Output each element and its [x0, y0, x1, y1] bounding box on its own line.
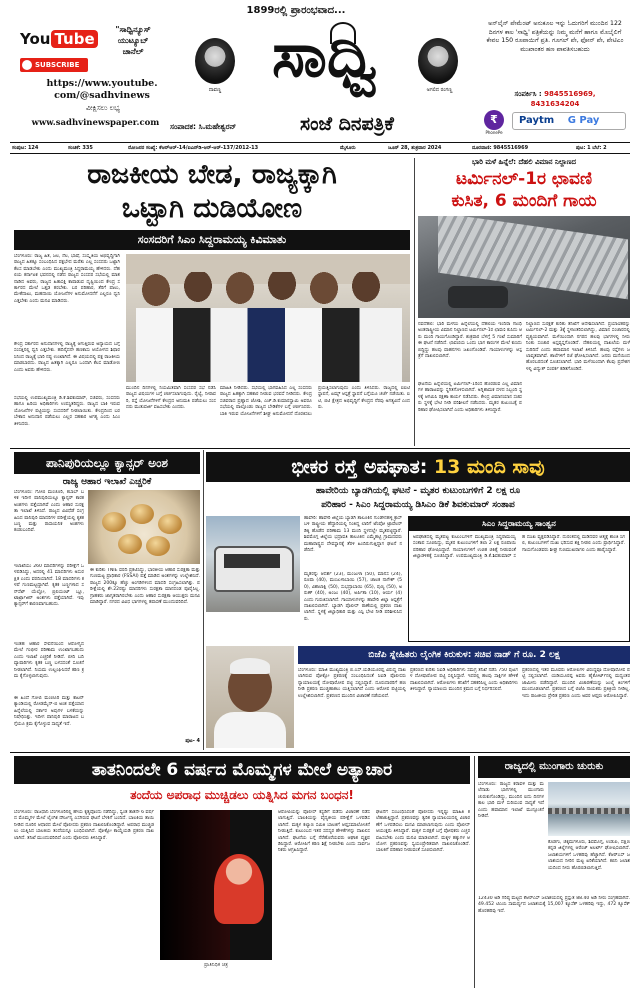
subscribe-label: SUBSCRIBE: [35, 61, 80, 69]
monsoon-story: [478, 754, 630, 988]
lead-headline-2: ಒಟ್ಟಾಗಿ ದುಡಿಯೋಣ: [121, 193, 303, 224]
crime-body-1: ಬೆಂಗಳೂರು: ರಾಜಧಾನಿ ಬೆಂಗಳೂರಿನಲ್ಲಿ ಹೇಯ ಕೃತ್ಯವೊಂದು ನಡೆದಿದ್ದು, ಸ್ವಂತ ತಾತನೇ 6 ವರ್ಷದ ಮೊಮ್ಮಗಳ ಮೇಲೆ ಲೈಂಗಿಕ ದೌರ್ಜನ್ಯ ಎಸಗಿರುವ ಘಟನೆ ಬೆಳಕಿಗೆ ಬಂದಿದೆ. ಬಾಲಕಿಯ ತಾಯಿ ನೀಡಿದ ದೂರಿನ ಆಧಾರದ ಮೇಲೆ ಪೊಲೀಸರು ಪ್ರಕರಣ ದಾಖಲಿಸಿಕೊಂಡಿದ್ದಾರೆ. ಅಪರಾಧ ಮುಚ್ಚಿಡಲು ಯತ್ನಿಸಿದ ಬಾಲಕಿಯ ತಂದೆಯನ್ನೂ ಬಂಧಿಸಲಾಗಿದೆ. ಪೋಕ್ಸೋ ಕಾಯ್ದೆಯಡಿ ಪ್ರಕರಣ ದಾಖಲಾಗಿದೆ. ತನಿಖೆ ಮುಂದುವರಿದಿದೆ ಎಂದು ಪೊಲೀಸರು ತಿಳಿಸಿದ್ದಾರೆ.: [14, 810, 154, 841]
panipuri-headline: ಪಾನಿಪುರಿಯಲ್ಲೂ ಕ್ಯಾನ್ಸರ್ ಅಂಶ: [14, 452, 200, 474]
payment-ad-contact: [482, 90, 628, 99]
airport-body-col-2: ನಿಲ್ದಾಣದ ಸುರಕ್ಷತೆ ಕುರಿತು ತನಿಖೆಗೆ ಆದೇಶಿಸಲಾಗಿದೆ. ಪ್ರಯಾಣಿಕರನ್ನು ಟರ್ಮಿನಲ್-2 ಮತ್ತು 3ಕ್ಕೆ ಸ್ಥಳಾಂತರಿಸಲಾಗಿದ್ದು, ವಿಮಾನ ಸಂಚಾರದಲ್ಲಿ ವ್ಯತ್ಯಯವಾಗಿದೆ. ಮಳೆಯಿಂದಾಗಿ ನಗರದ ಹಲವು ಭಾಗಗಳಲ್ಲಿ ನೀರು ನಿಂತು ಸಂಚಾರ ಅಸ್ತವ್ಯಸ್ತಗೊಂಡಿದೆ. ದೆಹಲಿಯಲ್ಲಿ ದಾಖಲೆಯ ಮಳೆ ಸುರಿದಿದೆ ಎಂದು ಹವಾಮಾನ ಇಲಾಖೆ ತಿಳಿಸಿದೆ. ಹಲವು ರಸ್ತೆಗಳು ಜಲಾವೃತವಾಗಿವೆ. ಶಾಲೆಗಳಿಗೆ ರಜೆ ಘೋಷಿಸಲಾಗಿದೆ. ಜನರು ಮನೆಯಿಂದ ಹೊರಬರದಂತೆ ಸೂಚಿಸಲಾಗಿದೆ. ಭಾರಿ ಮಳೆಯಿಂದಾಗಿ ಕೆಲವು ಪ್ರದೇಶಗಳಲ್ಲಿ ವಿದ್ಯುತ್ ಸಂಪರ್ಕ ಕಡಿತಗೊಂಡಿದೆ.: [526, 322, 630, 372]
lead-body-col-1b: ಕೇಂದ್ರ ಸರ್ಕಾರದ ಅನುದಾನಗಳಲ್ಲಿ ರಾಜ್ಯಕ್ಕೆ ಆಗುತ್ತಿರುವ ಅನ್ಯಾಯದ ಬಗ್ಗೆ ಸಂಸತ್ತಿನಲ್ಲಿ ಧ್ವನಿ ಎತ್ತಬೇಕು. ಹದಿನೈದನೇ ಹಣಕಾಸು ಆಯೋಗದ ಶಿಫಾರಸಿನಿಂದ ರಾಜ್ಯಕ್ಕೆ ಭಾರಿ ನಷ್ಟ ಉಂಟಾಗಿದೆ. ಈ ವಿಷಯದಲ್ಲಿ ಪಕ್ಷ ರಾಜಕೀಯ ಮಾಡಬಾರದು. ರಾಜ್ಯದ ಹಿತಕ್ಕಾಗಿ ಎಲ್ಲರೂ ಒಂದಾಗಿ ಕೆಲಸ ಮಾಡೋಣ ಎಂದು ಅವರು ಹೇಳಿದರು.: [14, 342, 120, 373]
bell-icon: [22, 60, 32, 70]
payment-ad-text: ಅನ್‌ಲೈನ್ ಪೇಮೆಂಟ್ ಅನುಕೂಲ ಇನ್ನು ಓದುಗರಿಗೆ ಮುಂದಿನ 122 ದಿನಗಳ ಕಾಲ 'ಸಾಧ್ವಿ' ಪತ್ರಿಕೆಯನ್ನು ನಿಮ್ಮ ಮನೆಗೆ ಹಾಗೂ ಮೊಬೈಲಿಗೆ ಕೇವಲ 150 ರೂಪಾಯಿಗೆ ಪ್ರತಿ. ಗೂಗಲ್ ಪೇ, ಫೋನ್ ಪೇ, ಪೇಟಿಎಂ ಮುಖಾಂತರ ಹಣ ಪಾವತಿಸಬಹುದು: [486, 20, 624, 53]
accident-headline: [206, 452, 630, 482]
gpay-logo: G Pay: [567, 115, 600, 126]
lead-body-col-3: ಮಾಹಿತಿ ನೀಡಿದರು. ಸಭೆಯಲ್ಲಿ ಭಾಗವಹಿಸಿದ ಎಲ್ಲ ಸಂಸದರು ರಾಜ್ಯದ ಹಿತಕ್ಕಾಗಿ ಸಹಕಾರ ನೀಡುವ ಭರವಸೆ ನೀಡಿದರು. ಕೇಂದ್ರ ಸಚಿವರಾದ ಪ್ರಹ್ಲಾದ ಜೋಶಿ, ಎಚ್.ಡಿ.ಕುಮಾರಸ್ವಾಮಿ ಅವರೂ ಸಭೆಯಲ್ಲಿ ಪಾಲ್ಗೊಂಡು ರಾಜ್ಯದ ಬೇಡಿಕೆಗಳ ಬಗ್ಗೆ ಚರ್ಚಿಸಿದರು. ಬಾಕಿ ಇರುವ ಯೋಜನೆಗಳಿಗೆ ಶೀಘ್ರ ಅನುಮೋದನೆ ದೊರಕಿಸಲು ಪ್ರಯತ್ನಿಸಲಾಗುವುದು ಎಂದು ತಿಳಿಸಿದರು. ರಾಜ್ಯದಲ್ಲಿ ಐಐಟಿ ಸ್ಥಾಪನೆ, ಏಮ್ಸ್ ಆಸ್ಪತ್ರೆ ಸ್ಥಾಪನೆ ಬಗ್ಗೆಯೂ ಚರ್ಚೆ ನಡೆಯಿತು. ಐಟಿ, ಬಿಟಿ ಕ್ಷೇತ್ರದ ಅಭಿವೃದ್ಧಿಗೆ ಕೇಂದ್ರದ ನೆರವು ಅಗತ್ಯವಿದೆ ಎಂದರು.: [220, 386, 410, 417]
crime-headline: ತಾತನಿಂದಲೇ 6 ವರ್ಷದ ಮೊಮ್ಮಗಳ ಮೇಲೆ ಅತ್ಯಾಚಾರ: [14, 756, 470, 784]
lead-photo: [126, 254, 410, 382]
channel-line-3: ಚಾನೆಲ್: [122, 47, 144, 56]
airport-story: [418, 156, 630, 446]
info-date: ಜೂನ್ 28, ಶುಕ್ರವಾರ 2024: [388, 145, 442, 151]
puri-1: [102, 512, 126, 532]
portrait-shirt: [214, 712, 286, 748]
column-divider-3: [474, 756, 475, 988]
crime-caption: ಪ್ರಾತಿನಿಧಿಕ ಚಿತ್ರ: [204, 962, 228, 968]
channel-line-2: ಯುಟ್ಯೂಬ್: [117, 36, 149, 45]
panipuri-body-4: ಈ ಹಿಂದೆ ಗೋಬಿ ಮಂಚೂರಿ ಮತ್ತು ಕಾಟನ್ ಕ್ಯಾಂಡಿಯಲ್ಲಿ ರೋಡಮೈನ್-ಬಿ ಅಂಶ ಪತ್ತೆಯಾದ ಹಿನ್ನೆಲೆಯಲ್ಲಿ ಸರ್ಕಾರ ಅವುಗಳ ಬಳಕೆಯನ್ನು ನಿಷೇಧಿಸಿತ್ತು. ಇದೀಗ ಪಾನಿಪುರಿ ಮಾರಾಟದ ಬಗ್ಗೆಯೂ ಕ್ರಮ ಕೈಗೊಳ್ಳುವ ಸಾಧ್ಯತೆ ಇದೆ.: [14, 696, 84, 727]
website-url[interactable]: www.sadhvinewspaper.com: [31, 118, 160, 128]
airport-kicker: ಭಾರಿ ಮಳೆ ಹಿನ್ನೆಲೆ: ದೆಹಲಿ ವಿಮಾನ ನಿಲ್ದಾಣದ: [471, 158, 577, 166]
lead-body-col-2: ಮುಂದಿನ ದಿನಗಳಲ್ಲಿ ನಿಯಮಿತವಾಗಿ ಸಂಸದರ ಸಭೆ ನಡೆಸಿ ರಾಜ್ಯದ ವಿಷಯಗಳ ಬಗ್ಗೆ ಚರ್ಚಿಸಲಾಗುವುದು. ರೈಲ್ವೆ, ನೀರಾವರಿ, ರಸ್ತೆ ಯೋಜನೆಗಳಿಗೆ ಕೇಂದ್ರದ ಅನುಮತಿ ಪಡೆಯಲು ಸಂಸದರು ಮುತುವರ್ಜಿ ವಹಿಸಬೇಕು ಎಂದರು.: [126, 386, 216, 411]
contact-phone-1: 9845516969,: [544, 90, 596, 98]
info-issue: ಸಂಚಿಕೆ: 335: [68, 145, 93, 151]
lead-body-col-1: ಬೆಂಗಳೂರು: ರಾಜ್ಯ ಹಿತ, ಜಲ, ನೆಲ, ಭಾಷೆ, ಸಂಸ್ಕೃತಿಯ ಅಭಿವೃದ್ಧಿಗಾಗಿ ರಾಜ್ಯದ ಹಿತಕ್ಕೂ ಸಂಬಂಧಿಸಿದ ಪಕ್ಷಭೇದ ಮರೆತು ಎಲ್ಲ ಸಂಸದರು ಒಟ್ಟಾಗಿ ಕೆಲಸ ಮಾಡಬೇಕು ಎಂದು ಮುಖ್ಯಮಂತ್ರಿ ಸಿದ್ದರಾಮಯ್ಯ ಹೇಳಿದರು. ದೆಹಲಿಯ ಕರ್ನಾಟಕ ಭವನದಲ್ಲಿ ನಡೆದ ರಾಜ್ಯದ ಸಂಸದರ ಸಭೆಯಲ್ಲಿ ಮಾತನಾಡಿದ ಅವರು, ರಾಜ್ಯದ ಹಿತಾಸಕ್ತಿ ಕಾಪಾಡುವ ದೃಷ್ಟಿಯಿಂದ ಕೇಂದ್ರ ಸರ್ಕಾರದ ಮೇಲೆ ಒತ್ತಡ ತರಬೇಕು. ಬರ ಪರಿಹಾರ, ತೆರಿಗೆ ಪಾಲು, ಮೇಕೆದಾಟು, ಮಹದಾಯಿ ಯೋಜನೆಗಳ ಅನುಮೋದನೆಗೆ ಎಲ್ಲರೂ ಧ್ವನಿ ಎತ್ತಬೇಕು ಎಂದು ಮನವಿ ಮಾಡಿದರು.: [14, 254, 120, 304]
puri-2: [130, 504, 154, 524]
accident-subhead-2: ಪರಿಹಾರ - ಸಿಎಂ ಸಿದ್ದರಾಮಯ್ಯ ಡಿಸಿಎಂ ಡಿಕೆ ಶಿವಕುಮಾರ್ ಸಂತಾಪ: [321, 500, 515, 510]
scam-portrait: [206, 646, 294, 748]
accident-headline-a: ಭೀಕರ ರಸ್ತೆ ಅಪಘಾತ:: [291, 456, 434, 478]
masthead: [0, 0, 640, 142]
scam-body-3: ಪ್ರಕರಣದಲ್ಲಿ ಇತರ ಮೂವರು ಆರೋಪಿಗಳ ವಿರುದ್ಧವೂ ದೋಷಾರೋಪ ಪಟ್ಟಿ ಸಲ್ಲಿಸಲಾಗಿದೆ. ಯಡಿಯೂರಪ್ಪ ಅವರು ಹೈಕೋರ್ಟ್‌ನಲ್ಲಿ ಮಧ್ಯಂತರ ಜಾಮೀನು ಪಡೆದಿದ್ದಾರೆ. ಮುಂದಿನ ವಿಚಾರಣೆಯನ್ನು ಜುಲೈ ತಿಂಗಳಿಗೆ ಮುಂದೂಡಲಾಗಿದೆ. ಪ್ರಕರಣದ ಬಗ್ಗೆ ಬಿಜೆಪಿ ನಾಯಕರು ಪ್ರತಿಕ್ರಿಯೆ ನೀಡಿಲ್ಲ. ಇದು ರಾಜಕೀಯ ಪ್ರೇರಿತ ಪ್ರಕರಣ ಎಂದು ಅವರ ಆಪ್ತರು ಆರೋಪಿಸಿದ್ದಾರೆ.: [522, 668, 630, 699]
crime-body-3: ಘಟನೆಗೆ ಸಂಬಂಧಿಸಿದಂತೆ ಪೊಲೀಸರು ಇನ್ನಷ್ಟು ಮಾಹಿತಿ ಕಲೆಹಾಕುತ್ತಿದ್ದಾರೆ. ಪ್ರಕರಣವನ್ನು ತ್ವರಿತ ನ್ಯಾಯಾಲಯದಲ್ಲಿ ವಿಚಾರಣೆಗೆ ಒಳಪಡಿಸಲು ಮನವಿ ಮಾಡಲಾಗುವುದು ಎಂದು ಪೊಲೀಸ್ ಆಯುಕ್ತರು ತಿಳಿಸಿದ್ದಾರೆ. ಮಕ್ಕಳ ಸುರಕ್ಷತೆ ಬಗ್ಗೆ ಪೋಷಕರು ಎಚ್ಚರ ವಹಿಸಬೇಕು ಎಂದು ಮನವಿ ಮಾಡಲಾಗಿದೆ. ಮಕ್ಕಳ ಹಕ್ಕುಗಳ ಆಯೋಗ ಪ್ರಕರಣವನ್ನು ಸ್ವಯಂಪ್ರೇರಿತವಾಗಿ ದಾಖಲಿಸಿಕೊಂಡಿದೆ. ಬಾಲಕಿಗೆ ಪರಿಹಾರ ನೀಡುವಂತೆ ಸೂಚಿಸಲಾಗಿದೆ.: [376, 810, 470, 854]
scam-body-2: ಪ್ರಕರಣದ ಕುರಿತು ಸಿಐಡಿ ಅಧಿಕಾರಿಗಳು ಸಮಗ್ರ ತನಿಖೆ ನಡೆಸಿ 750 ಪುಟಗಳ ದೋಷಾರೋಪ ಪಟ್ಟಿ ಸಲ್ಲಿಸಿದ್ದಾರೆ. ಇದರಲ್ಲಿ ಹಲವು ಸಾಕ್ಷಿಗಳ ಹೇಳಿಕೆ ದಾಖಲಿಸಲಾಗಿದೆ. ಆರೋಪಿಗಳು ತನಿಖೆಗೆ ಸಹಕರಿಸಿಲ್ಲ ಎಂದು ಅಧಿಕಾರಿಗಳು ತಿಳಿಸಿದ್ದಾರೆ. ನ್ಯಾಯಾಲಯ ಮುಂದಿನ ಕ್ರಮದ ಬಗ್ಗೆ ನಿರ್ಧರಿಸಲಿದೆ.: [410, 668, 518, 693]
monsoon-body-1: ಬೆಂಗಳೂರು: ರಾಜ್ಯದ ಕರಾವಳಿ ಮತ್ತು ಮಲೆನಾಡು ಭಾಗಗಳಲ್ಲಿ ಮುಂಗಾರು ಚುರುಕುಗೊಂಡಿದ್ದು, ಮುಂದಿನ ಐದು ದಿನಗಳ ಕಾಲ ಭಾರಿ ಮಳೆ ಸುರಿಯುವ ಸಾಧ್ಯತೆ ಇದೆ ಎಂದು ಹವಾಮಾನ ಇಲಾಖೆ ಮುನ್ಸೂಚನೆ ನೀಡಿದೆ.: [478, 782, 544, 820]
monsoon-photo: [548, 782, 630, 836]
info-pages: ಪುಟ: 1 ಬೆಲೆ: 2: [576, 145, 607, 151]
panipuri-body-2: ಇಲಾಖೆಯು 260 ಮಾದರಿಗಳನ್ನು ಪರೀಕ್ಷೆಗೆ ಒಳಪಡಿಸಿದ್ದು, ಅದರಲ್ಲಿ 41 ಮಾದರಿಗಳು ಅಸುರಕ್ಷಿತ ಎಂದು ವರದಿಯಾಗಿದೆ. 18 ಮಾದರಿಗಳು ಕಳಪೆ ಗುಣಮಟ್ಟದ್ದಾಗಿವೆ. ಕೃತಕ ಬಣ್ಣಗಳಾದ ಸನ್‌ಸೆಟ್ ಯೆಲ್ಲೋ, ಬ್ರಿಲಿಯಂಟ್ ಬ್ಲೂ, ಟಾರ್ಟ್ರಾಜಿನ್ ಅಂಶಗಳು ಪತ್ತೆಯಾಗಿವೆ. ಇವು ಕ್ಯಾನ್ಸರ್‌ಗೆ ಕಾರಣವಾಗಬಹುದು.: [14, 564, 84, 608]
channel-line-1: "ಸಾಧ್ವಿನ್ಯೂಸ್: [115, 25, 151, 34]
section-rule-2: [10, 752, 630, 753]
youtube-url-line-2: com/@sadhvinews: [54, 90, 150, 101]
photo-people: [136, 272, 402, 382]
contact-phone-2: 8431634204: [530, 100, 580, 108]
youtube-url-line-1: https://www.youtube.: [46, 78, 158, 89]
info-bar: [10, 142, 630, 154]
monsoon-headline: ರಾಜ್ಯದಲ್ಲಿ ಮುಂಗಾರು ಚುರುಕು: [478, 756, 630, 778]
scam-headline: ಬಿಜೆಪಿ ಸ್ನೇಹಿತರು ಲೈಂಗಿಕ ಕಿರುಕುಳ: ಸಚಿವ ನಾಡ್ ಗೆ ರೂ. 2 ಲಕ್ಷ: [298, 646, 630, 664]
scam-story: [206, 644, 630, 750]
info-city: ಮೈಸೂರು: [340, 145, 356, 151]
crime-illustration: [160, 810, 272, 960]
accident-body-1: ಹಾವೇರಿ: ಹಾವೇರಿ ಜಿಲ್ಲೆಯ ಬ್ಯಾಡಗಿ ತಾಲೂಕಿನ ಗುಂಡೇನಹಳ್ಳಿ ಕ್ರಾಸ್ ಬಳಿ ರಾಷ್ಟ್ರೀಯ ಹೆದ್ದಾರಿಯಲ್ಲಿ ನಿಂತಿದ್ದ ಲಾರಿಗೆ ಟೆಂಪೋ ಟ್ರಾವೆಲರ್ ಡಿಕ್ಕಿ ಹೊಡೆದ ಪರಿಣಾಮ 13 ಮಂದಿ ಸ್ಥಳದಲ್ಲೇ ಮೃತಪಟ್ಟಿದ್ದಾರೆ. ಶಿವಮೊಗ್ಗ ಜಿಲ್ಲೆಯ ಭದ್ರಾವತಿ ತಾಲೂಕಿನ ಎಮ್ಮೆಹಟ್ಟಿ ಗ್ರಾಮದವರು ಮಹಾರಾಷ್ಟ್ರದ ದೇವಸ್ಥಾನಕ್ಕೆ ತೆರಳಿ ಹಿಂದಿರುಗುತ್ತಿದ್ದಾಗ ಘಟನೆ ನಡೆದಿದೆ.: [304, 516, 402, 554]
puri-4: [118, 534, 142, 554]
youtube-url[interactable]: [32, 78, 172, 102]
accident-headline-b: 13 ಮಂದಿ ಸಾವು: [433, 456, 545, 478]
contact-label: ಸಂಪರ್ಕಿಸಿ :: [514, 90, 542, 98]
panipuri-body-3: ಇಂತಹ ಆಹಾರ ಸೇವನೆಯಿಂದ ಆರೋಗ್ಯದ ಮೇಲೆ ಗಂಭೀರ ಪರಿಣಾಮ ಉಂಟಾಗಬಹುದು ಎಂದು ಇಲಾಖೆ ಎಚ್ಚರಿಕೆ ನೀಡಿದೆ. ಬೀದಿ ಬದಿ ವ್ಯಾಪಾರಿಗಳು ಕೃತಕ ಬಣ್ಣ ಬಳಸದಂತೆ ಸೂಚನೆ ನೀಡಲಾಗಿದೆ. ನಿಯಮ ಉಲ್ಲಂಘಿಸಿದರೆ ಕಠಿಣ ಕ್ರಮ ಕೈಗೊಳ್ಳಲಾಗುವುದು.: [14, 642, 84, 680]
lead-subhead: ಸಂಸದರಿಗೆ ಸಿಎಂ ಸಿದ್ದರಾಮಯ್ಯ ಕಿವಿಮಾತು: [14, 230, 410, 250]
crime-story: [14, 754, 470, 988]
column-divider: [414, 158, 415, 446]
monsoon-body-3: 12430 ಅಡಿ ಗರಿಷ್ಠ ಮಟ್ಟದ ಕೆಆರ್‌ಎಸ್ ಜಲಾಶಯದಲ್ಲಿ ಪ್ರಸ್ತುತ 88.40 ಅಡಿ ನೀರು ಸಂಗ್ರಹವಾಗಿದೆ. 49.452 ಟಿಎಂಸಿ ಸಾಮರ್ಥ್ಯದ ಜಲಾಶಯಕ್ಕೆ 15,007 ಕ್ಯೂಸೆಕ್ ಒಳಹರಿವು ಇದ್ದು, 472 ಕ್ಯೂಸೆಕ್ ಹೊರಹರಿವು ಇದೆ.: [478, 896, 630, 914]
lead-headline-1: ರಾಜಕೀಯ ಬೇಡ, ರಾಜ್ಯಕ್ಕಾಗಿ: [87, 159, 337, 190]
section-rule-1: [10, 448, 630, 449]
accident-subhead-1: ಹಾವೇರಿಯ ಬ್ಯಾಡಗಿಯಲ್ಲಿ ಘಟನೆ - ಮೃತರ ಕುಟುಂಬಗಳಿಗೆ 2 ಲಕ್ಷ ರೂ: [315, 486, 521, 496]
vehicle-window: [224, 554, 280, 568]
panipuri-body-1: ಬೆಂಗಳೂರು: ಗೋಬಿ ಮಂಚೂರಿ, ಕಬಾಬ್ ಬಳಿಕ ಇದೀಗ ಪಾನಿಪುರಿಯಲ್ಲೂ ಕ್ಯಾನ್ಸರ್ ಕಾರಕ ಅಂಶಗಳು ಪತ್ತೆಯಾಗಿವೆ ಎಂದು ಆಹಾರ ಸುರಕ್ಷತಾ ಇಲಾಖೆ ತಿಳಿಸಿದೆ. ರಾಜ್ಯದ ವಿವಿಧೆಡೆ ಸಂಗ್ರಹಿಸಿದ ಪಾನಿಪುರಿ ಮಾದರಿಗಳ ಪರೀಕ್ಷೆಯಲ್ಲಿ ಕೃತಕ ಬಣ್ಣ ಮತ್ತು ರಾಸಾಯನಿಕ ಅಂಶಗಳು ಕಂಡುಬಂದಿವೆ.: [14, 490, 84, 534]
payment-logos: [512, 112, 626, 130]
column-divider-2: [203, 450, 204, 750]
accident-body-2: ಮೃತರನ್ನು ಆದರ್ಶ (23), ಮಂಜುಳಾ (50), ಮಾನಸ (24), ರೂಪಾ (40), ಮಂಜುಳಾಬಾಯಿ (57), ಚಾಲಕ ನಾಗೇಶ್ (50), ವಿಶಾಲಾಕ್ಷಿ (50), ಸುಭದ್ರಾಬಾಯಿ (65), ಪುಣ್ಯ (50), ಅರುಣ್ (40), ಅಂಜು (40), ಅರ್ಪಿತಾ (10), ಆರ್ಯ (4) ಎಂದು ಗುರುತಿಸಲಾಗಿದೆ. ಗಾಯಾಳುಗಳನ್ನು ಹಾವೇರಿ ಜಿಲ್ಲಾ ಆಸ್ಪತ್ರೆಗೆ ದಾಖಲಿಸಲಾಗಿದೆ. ಬ್ಯಾಡಗಿ ಪೊಲೀಸ್ ಠಾಣೆಯಲ್ಲಿ ಪ್ರಕರಣ ದಾಖಲಾಗಿದೆ. ಸ್ಥಳಕ್ಕೆ ಜಿಲ್ಲಾಧಿಕಾರಿ ಮತ್ತು ಎಸ್ಪಿ ಭೇಟಿ ನೀಡಿ ಪರಿಶೀಲಿಸಿದರು.: [304, 572, 402, 622]
youtube-logo-you: You: [20, 30, 51, 48]
scam-body-1: ಬೆಂಗಳೂರು: ಮಾಜಿ ಮುಖ್ಯಮಂತ್ರಿ ಬಿ.ಎಸ್.ಯಡಿಯೂರಪ್ಪ ವಿರುದ್ಧ ದಾಖಲಾಗಿರುವ ಪೋಕ್ಸೋ ಪ್ರಕರಣಕ್ಕೆ ಸಂಬಂಧಿಸಿದಂತೆ ಸಿಐಡಿ ಪೊಲೀಸರು ನ್ಯಾಯಾಲಯಕ್ಕೆ ದೋಷಾರೋಪ ಪಟ್ಟಿ ಸಲ್ಲಿಸಿದ್ದಾರೆ. ದೂರುದಾರರಿಗೆ ಹಣ ನೀಡಿ ಪ್ರಕರಣ ಮುಚ್ಚಿಹಾಕಲು ಯತ್ನಿಸಲಾಗಿದೆ ಎಂದು ಆರೋಪ ಪಟ್ಟಿಯಲ್ಲಿ ಉಲ್ಲೇಖಿಸಲಾಗಿದೆ. ಪ್ರಕರಣದ ಮುಂದಿನ ವಿಚಾರಣೆ ನಡೆಯಲಿದೆ.: [298, 668, 406, 699]
sympathy-title: ಸಿಎಂ ಸಿದ್ದರಾಮಯ್ಯ ಸಾಂತ್ವನ: [409, 517, 629, 531]
monsoon-body-2: ಕೊಡಗು, ಚಿಕ್ಕಮಗಳೂರು, ಶಿವಮೊಗ್ಗ, ಉಡುಪಿ, ದಕ್ಷಿಣ ಕನ್ನಡ ಜಿಲ್ಲೆಗಳಲ್ಲಿ ಆರೆಂಜ್ ಅಲರ್ಟ್ ಘೋಷಿಸಲಾಗಿದೆ. ಜಲಾಶಯಗಳಿಗೆ ಒಳಹರಿವು ಹೆಚ್ಚಾಗಿದೆ. ಕೆಆರ್‌ಎಸ್ ಜಲಾಶಯದ ನೀರಿನ ಮಟ್ಟ ಏರಿಕೆಯಾಗಿದೆ. ಕಬಿನಿ ಜಲಾಶಯದಿಂದ ನೀರು ಹೊರಬಿಡಲಾಗುತ್ತಿದೆ.: [548, 840, 630, 871]
accident-story: [206, 450, 630, 650]
title-emblem: [330, 22, 356, 44]
newspaper-title: ಸಾಧ್ವಿ: [272, 18, 378, 91]
paytm-logo: Paytm: [519, 115, 555, 126]
airport-body-col-1b: ಘಟನೆಯ ಹಿನ್ನೆಲೆಯಲ್ಲಿ ಟರ್ಮಿನಲ್-1ರಿಂದ ಹೊರಡುವ ಎಲ್ಲ ವಿಮಾನಗಳ ಹಾರಾಟವನ್ನು ಸ್ಥಗಿತಗೊಳಿಸಲಾಗಿದೆ. ಅಗ್ನಿಶಾಮಕ ದಳದ ಸಿಬ್ಬಂದಿ ಸ್ಥಳಕ್ಕೆ ಆಗಮಿಸಿ ರಕ್ಷಣಾ ಕಾರ್ಯ ನಡೆಸಿದರು. ಕೇಂದ್ರ ವಿಮಾನಯಾನ ಸಚಿವರು ಸ್ಥಳಕ್ಕೆ ಭೇಟಿ ನೀಡಿ ಪರಿಶೀಲನೆ ನಡೆಸಿದರು. ಮೃತರ ಕುಟುಂಬಕ್ಕೆ ಪರಿಹಾರ ಘೋಷಿಸಲಾಗಿದೆ ಎಂದು ಅಧಿಕಾರಿಗಳು ತಿಳಿಸಿದ್ದಾರೆ.: [418, 382, 522, 413]
crushed-car: [448, 286, 508, 308]
channel-name: [96, 24, 170, 57]
watch-note: ವೀಕ್ಷಿಸಲು ಲಭ್ಯ: [86, 104, 120, 112]
phonepe-label: PhonePe: [485, 130, 503, 135]
panipuri-subhead: ರಾಜ್ಯ ಆಹಾರ ಇಲಾಖೆ ಎಚ್ಚರಿಕೆ: [62, 477, 152, 487]
since-line: 1899ರಲ್ಲಿ ಪ್ರಾರಂಭವಾದ...: [246, 5, 346, 16]
dam-wall: [548, 808, 630, 814]
youtube-promo: [18, 22, 170, 134]
editor-line: ಸಂಪಾದಕ: ಸಿ.ಮಹೇಶ್ವರನ್: [170, 122, 237, 131]
child-figure: [214, 854, 264, 924]
accident-photo: [206, 516, 300, 612]
youtube-logo: [20, 26, 95, 52]
lead-story: [14, 156, 410, 446]
payment-ad: [478, 18, 632, 138]
panipuri-story: [14, 450, 200, 750]
portrait-left-caption: ದಾವಣ್ಣ: [208, 87, 222, 93]
panipuri-continued: ಪುಟ- 4: [185, 738, 200, 744]
sympathy-body: ಅಪಘಾತದಲ್ಲಿ ಮೃತಪಟ್ಟ ಕುಟುಂಬಗಳಿಗೆ ಮುಖ್ಯಮಂತ್ರಿ ಸಿದ್ದರಾಮಯ್ಯ ಸಂತಾಪ ಸೂಚಿಸಿದ್ದು, ಮೃತರ ಕುಟುಂಬಗಳಿಗೆ ತಲಾ 2 ಲಕ್ಷ ರೂಪಾಯಿ ಪರಿಹಾರ ಘೋಷಿಸಿದ್ದಾರೆ. ಗಾಯಾಳುಗಳಿಗೆ ಉಚಿತ ಚಿಕಿತ್ಸೆ ನೀಡುವಂತೆ ಜಿಲ್ಲಾಡಳಿತಕ್ಕೆ ಸೂಚಿಸಿದ್ದಾರೆ. ಉಪಮುಖ್ಯಮಂತ್ರಿ ಡಿ.ಕೆ.ಶಿವಕುಮಾರ್ ಸಹ ದುಃಖ ವ್ಯಕ್ತಪಡಿಸಿದ್ದಾರೆ. ದುರಂತದಲ್ಲಿ ಮಡಿದವರ ಆತ್ಮಕ್ಕೆ ಶಾಂತಿ ಸಿಗಲಿ, ಕುಟುಂಬಗಳಿಗೆ ದುಃಖ ಭರಿಸುವ ಶಕ್ತಿ ನೀಡಲಿ ಎಂದು ಪ್ರಾರ್ಥಿಸಿದ್ದಾರೆ. ಗಾಯಗೊಂಡವರು ಶೀಘ್ರ ಗುಣಮುಖರಾಗಲಿ ಎಂದು ಹಾರೈಸಿದ್ದಾರೆ.: [413, 535, 625, 560]
crime-body-2: ಆರೋಪಿಯನ್ನು ಪೊಲೀಸ್ ಕಸ್ಟಡಿಗೆ ಪಡೆದು ವಿಚಾರಣೆ ನಡೆಸಲಾಗುತ್ತಿದೆ. ಬಾಲಕಿಯನ್ನು ವೈದ್ಯಕೀಯ ಪರೀಕ್ಷೆಗೆ ಒಳಪಡಿಸಲಾಗಿದೆ. ಮಕ್ಕಳ ಕಲ್ಯಾಣ ಸಮಿತಿ ಬಾಲಕಿಗೆ ಆಪ್ತಸಮಾಲೋಚನೆ ನೀಡುತ್ತಿದೆ. ಕುಟುಂಬದ ಇತರ ಸದಸ್ಯರ ಹೇಳಿಕೆಗಳನ್ನು ದಾಖಲಿಸಲಾಗಿದೆ. ಘಟನೆಯ ಬಗ್ಗೆ ನೆರೆಹೊರೆಯವರು ಆಘಾತ ವ್ಯಕ್ತಪಡಿಸಿದ್ದಾರೆ. ಆರೋಪಿಗೆ ಕಠಿಣ ಶಿಕ್ಷೆ ನೀಡಬೇಕು ಎಂದು ಸಾರ್ವಜನಿಕರು ಆಗ್ರಹಿಸಿದ್ದಾರೆ.: [278, 810, 370, 854]
subtitle: ಸಂಜೆ ದಿನಪತ್ರಿಕೆ: [300, 113, 394, 135]
portrait-right-caption: ಅಗಲಿದ ರಂಗಣ್ಣ: [426, 87, 453, 93]
portrait-left: [195, 38, 235, 84]
portrait-hair: [230, 658, 270, 674]
crime-subhead: ತಂದೆಯ ಅಪರಾಧ ಮುಚ್ಚಿಡಲು ಯತ್ನಿಸಿದ ಮಗನ ಬಂಧನ!: [130, 788, 354, 802]
info-phone: ದೂರವಾಣಿ: 9845516969: [472, 145, 529, 151]
youtube-logo-tube: Tube: [51, 30, 97, 48]
airport-photo: [418, 216, 630, 318]
subscribe-badge: [20, 58, 88, 72]
sympathy-box: [408, 516, 630, 642]
wrecked-vehicle: [214, 546, 294, 592]
puri-5: [146, 536, 170, 556]
phonepe-icon: ₹: [484, 110, 504, 130]
info-registration: ರೋಜನರ ಸಂಖ್ಯೆ: ಕೆಆರ್‌ಆರ್-14/ಐಎನ್‌ಡಿ-ಆರ್‌-ಆರ್‌-137/2012-13: [128, 145, 259, 151]
airport-headline-1: ಟರ್ಮಿನಲ್-1ರ ಛಾವಣಿ: [456, 169, 592, 189]
puri-3: [158, 514, 182, 534]
lead-body-col-1c: ಸಭೆಯಲ್ಲಿ ಉಪಮುಖ್ಯಮಂತ್ರಿ ಡಿ.ಕೆ.ಶಿವಕುಮಾರ್, ಸಚಿವರು, ಸಂಸದರು ಹಾಗೂ ಹಿರಿಯ ಅಧಿಕಾರಿಗಳು ಉಪಸ್ಥಿತರಿದ್ದರು. ರಾಜ್ಯದ ಬಾಕಿ ಇರುವ ಯೋಜನೆಗಳ ಪಟ್ಟಿಯನ್ನು ಸಂಸದರಿಗೆ ನೀಡಲಾಯಿತು. ಕೇಂದ್ರದಿಂದ ಬರಬೇಕಾದ ಅನುದಾನ ಪಡೆಯಲು ಎಲ್ಲರ ಸಹಕಾರ ಅಗತ್ಯ ಎಂದು ಸಿಎಂ ತಿಳಿಸಿದರು.: [14, 396, 120, 427]
panipuri-body-6: ಈ ಕುರಿತು TNIE ವರದಿ ಪ್ರಕಟಿಸಿದ್ದು, ಭಾರತೀಯ ಆಹಾರ ಸುರಕ್ಷತಾ ಮತ್ತು ಗುಣಮಟ್ಟ ಪ್ರಾಧಿಕಾರ (FSSAI) ಪತ್ತೆ ಮಾಡಿದ ಅಂಶಗಳನ್ನು ಉಲ್ಲೇಖಿಸಿದೆ. ರಾಜ್ಯದ 200ಕ್ಕೂ ಹೆಚ್ಚು ಅಂಗಡಿಗಳಿಂದ ಮಾದರಿ ಸಂಗ್ರಹಿಸಲಾಗಿತ್ತು. ಪರೀಕ್ಷೆಯಲ್ಲಿ ಶೇ.22ರಷ್ಟು ಮಾದರಿಗಳು ಸುರಕ್ಷತಾ ಮಾನದಂಡ ಪೂರೈಸಿಲ್ಲ. ಗ್ರಾಹಕರು ಜಾಗೃತರಾಗಿರಬೇಕು ಎಂದು ಆಹಾರ ಸುರಕ್ಷತಾ ಆಯುಕ್ತರು ಮನವಿ ಮಾಡಿದ್ದಾರೆ. ನಗರದ ವಿವಿಧ ಭಾಗಗಳಲ್ಲಿ ತಪಾಸಣೆ ಮುಂದುವರಿದಿದೆ.: [90, 568, 200, 606]
portrait-right: [418, 38, 458, 84]
panipuri-photo: [88, 490, 200, 564]
airport-body-col-1: ನವದೆಹಲಿ: ಭಾರಿ ಮಳೆಯ ಹಿನ್ನೆಲೆಯಲ್ಲಿ ದೆಹಲಿಯ ಇಂದಿರಾ ಗಾಂಧಿ ಅಂತರಾಷ್ಟ್ರೀಯ ವಿಮಾನ ನಿಲ್ದಾಣದ ಟರ್ಮಿನಲ್-1ರ ಛಾವಣಿ ಕುಸಿದು ಆರು ಮಂದಿ ಗಾಯಗೊಂಡಿದ್ದಾರೆ. ಶುಕ್ರವಾರ ಬೆಳಗ್ಗೆ 5 ಗಂಟೆ ಸುಮಾರಿಗೆ ಈ ಘಟನೆ ನಡೆದಿದೆ. ಛಾವಣಿಯ ಒಂದು ಭಾಗ ಕಾರುಗಳ ಮೇಲೆ ಕುಸಿದು ಬಿದ್ದಿದ್ದು ಹಲವು ವಾಹನಗಳು ಜಖಂಗೊಂಡಿವೆ. ಗಾಯಾಳುಗಳನ್ನು ಆಸ್ಪತ್ರೆಗೆ ದಾಖಲಿಸಲಾಗಿದೆ.: [418, 322, 522, 360]
airport-headline-2: ಕುಸಿತ, 6 ಮಂದಿಗೆ ಗಾಯ: [451, 191, 597, 211]
info-volume: ಸಂಪುಟ: 124: [12, 145, 39, 151]
